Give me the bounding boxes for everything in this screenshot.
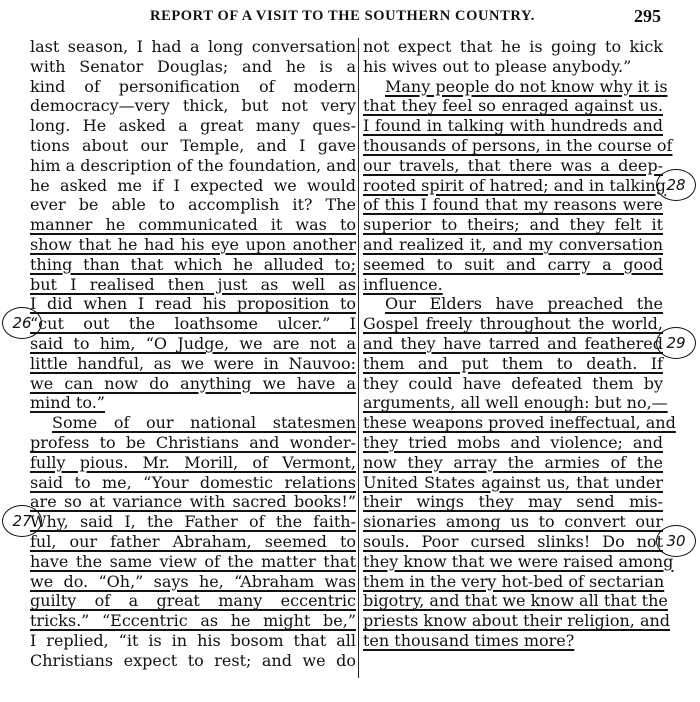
text-line <box>363 56 663 78</box>
underlined-text: profess to be Christians and wonder- <box>30 433 356 452</box>
text-line <box>30 432 356 454</box>
underlined-text: I did when I read his proposition to <box>30 294 356 314</box>
text-line <box>30 135 356 157</box>
text-line <box>363 135 673 157</box>
text-line <box>363 293 663 315</box>
underlined-text: Some of our national statesmen <box>52 413 356 433</box>
text-line <box>363 115 663 137</box>
underlined-text: “cut out the loathsome ulcer.” I <box>30 314 356 334</box>
underlined-text: and realized it, and my conversation <box>363 235 663 254</box>
underlined-text: sionaries among us to convert our <box>363 512 663 532</box>
text-line <box>363 610 671 632</box>
text-line <box>30 274 356 296</box>
underlined-text: Gospel freely throughout the world, <box>363 314 663 334</box>
text-line <box>30 610 356 632</box>
line-text: long. He asked a great many ques- <box>30 116 356 136</box>
running-title: REPORT OF A VISIT TO THE SOUTHERN COUNTRY. <box>150 8 535 24</box>
underlined-text: them in the very hot-bed of sectarian <box>363 571 665 591</box>
underlined-text: of this I found that my reasons were <box>363 195 663 215</box>
underlined-text: bigotry, and that we know all that the <box>363 591 668 611</box>
page-number: 295 <box>634 6 661 26</box>
underlined-text: now they array the armies of the <box>363 452 663 472</box>
underlined-text: seemed to suit and carry a good <box>363 254 663 274</box>
text-line <box>30 412 356 434</box>
line-text: last season, I had a long conversation <box>30 37 356 56</box>
underlined-text: Many people do not know why it is <box>385 76 668 96</box>
line-text: ever be able to accomplish it? The <box>30 195 356 215</box>
column-divider <box>358 38 359 678</box>
underlined-text: tricks.” “Eccentric as he might be,” <box>30 611 356 631</box>
line-text: I replied, “it is in his bosom that all <box>30 631 356 650</box>
text-line <box>363 590 668 612</box>
text-line <box>30 254 356 276</box>
underlined-text: influence. <box>363 274 443 294</box>
text-line <box>30 76 356 98</box>
underlined-text: thousands of persons, in the course of <box>363 136 673 155</box>
underlined-text: manner he communicated it was to <box>30 215 356 235</box>
underlined-text: we do. “Oh,” says he, “Abraham was <box>30 571 356 591</box>
underlined-text: Our Elders have preached the <box>385 294 663 314</box>
text-line <box>30 571 356 593</box>
text-line <box>363 175 666 197</box>
text-line <box>30 551 356 573</box>
text-line <box>363 373 663 395</box>
text-line <box>363 551 674 573</box>
underlined-text: mind to.” <box>30 393 105 413</box>
underlined-text: that they feel so enraged against us. <box>363 96 663 116</box>
text-line <box>363 571 663 593</box>
underlined-text: United States against us, that under <box>363 472 663 492</box>
underlined-text: said to him, “O Judge, we are not a <box>30 334 356 353</box>
underlined-text: they know that we were raised among <box>363 551 674 571</box>
text-line <box>30 36 356 58</box>
underlined-text: I found in talking with hundreds and <box>363 116 663 136</box>
underlined-text: we can now do anything we have a <box>30 373 356 393</box>
text-line <box>30 313 356 335</box>
text-line <box>363 491 663 513</box>
text-line <box>30 392 356 414</box>
line-text: with Senator Douglas; and he is a <box>30 56 356 76</box>
text-line <box>30 373 356 395</box>
text-line <box>30 155 356 177</box>
text-line <box>363 472 663 494</box>
underlined-text: our travels, that there was a deep- <box>363 155 663 175</box>
line-text: he asked me if I expected we would <box>30 175 356 195</box>
text-line <box>363 452 663 474</box>
text-line <box>30 531 356 553</box>
underlined-text: them and put them to death. If <box>363 353 663 373</box>
text-line <box>30 175 356 197</box>
margin-note-27: 27 <box>2 505 42 537</box>
text-line <box>30 511 356 533</box>
underlined-text: priests know about their religion, and <box>363 611 671 631</box>
underlined-text: ten thousand times more? <box>363 631 575 650</box>
text-line <box>30 452 356 474</box>
text-line <box>30 214 356 236</box>
text-line <box>30 472 356 494</box>
line-text: they could have defeated them by <box>363 373 663 393</box>
text-line <box>363 313 663 335</box>
text-line <box>363 76 668 98</box>
text-line <box>30 95 356 117</box>
line-text: Christians expect to rest; and we do <box>30 650 356 670</box>
text-line <box>30 234 356 256</box>
page-header <box>0 6 700 30</box>
text-line <box>30 333 356 355</box>
text-line <box>363 333 663 355</box>
text-line <box>30 590 356 612</box>
underlined-text: thing than that which he alluded to; <box>30 254 356 274</box>
underlined-text: and they have tarred and feathered <box>363 334 663 353</box>
text-line <box>363 155 663 177</box>
underlined-text: arguments, all well enough: but no,— <box>363 393 668 413</box>
text-line <box>363 531 663 553</box>
underlined-text: rooted spirit of hatred; and in talking <box>363 175 666 195</box>
text-line <box>30 293 356 315</box>
text-line <box>30 630 356 652</box>
text-line <box>30 650 356 672</box>
text-line <box>30 56 356 78</box>
text-line <box>363 511 663 533</box>
line-text: his wives out to please anybody.” <box>363 56 632 76</box>
line-text: democracy—very thick, but not very <box>30 96 356 116</box>
line-text: him a description of the foundation, and <box>30 155 357 175</box>
text-line <box>363 392 668 414</box>
text-line <box>30 115 356 137</box>
text-line <box>363 194 663 216</box>
text-line <box>363 214 663 236</box>
underlined-text: little handful, as we were in Nauvoo: <box>30 353 356 373</box>
text-line <box>30 491 356 513</box>
text-line <box>30 353 356 375</box>
margin-note-30: 30 <box>656 525 696 557</box>
underlined-text: are so at variance with sacred books!” <box>30 492 356 512</box>
text-line <box>363 36 663 58</box>
text-line <box>363 630 663 652</box>
margin-note-28: 28 <box>656 169 696 201</box>
text-line <box>363 234 663 256</box>
line-text: kind of personification of modern <box>30 76 356 96</box>
text-line <box>363 353 663 375</box>
underlined-text: ful, our father Abraham, seemed to <box>30 532 356 551</box>
underlined-text: but I realised then just as well as <box>30 274 356 294</box>
underlined-text: have the same view of the matter that <box>30 551 356 571</box>
text-line <box>363 274 663 296</box>
underlined-text: their wings they may send mis- <box>363 492 663 512</box>
underlined-text: they tried mobs and violence; and <box>363 433 663 452</box>
text-line <box>363 254 663 276</box>
underlined-text: these weapons proved ineffectual, and <box>363 413 676 433</box>
text-line <box>363 432 663 454</box>
underlined-text: said to me, “Your domestic relations <box>30 472 356 492</box>
underlined-text: guilty of a great many eccentric <box>30 591 356 611</box>
text-line <box>363 412 676 434</box>
underlined-text: Why, said I, the Father of the faith- <box>30 512 356 532</box>
margin-note-29: 29 <box>656 327 696 359</box>
underlined-text: souls. Poor cursed slinks! Do not <box>363 532 663 551</box>
underlined-text: show that he had his eye upon another <box>30 235 356 254</box>
underlined-text: superior to theirs; and they felt it <box>363 215 663 235</box>
text-line <box>363 95 663 117</box>
line-text: tions about our Temple, and I gave <box>30 136 356 155</box>
line-text: not expect that he is going to kick <box>363 37 663 56</box>
margin-note-26: 26 <box>2 307 42 339</box>
underlined-text: fully pious. Mr. Morill, of Vermont, <box>30 452 356 472</box>
text-line <box>30 194 356 216</box>
